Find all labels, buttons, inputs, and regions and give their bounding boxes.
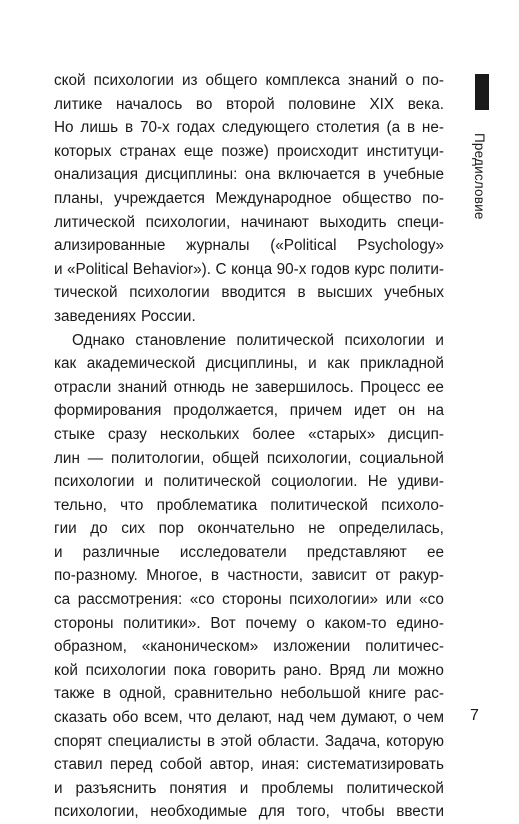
text-line: отрасли знаний отнюдь не завершилось. Процесс ее: [54, 378, 444, 396]
text-line: заведениях России.: [54, 307, 196, 325]
text-line: образном, «каноническом» изложении политичес-: [54, 638, 444, 656]
text-line: кой психологии пока говорить рано. Вряд ли можно: [54, 661, 444, 679]
text-line: и «Political Behavior»). С конца 90-х годов курс полити-: [54, 260, 444, 278]
text-line: психологии, необходимые для того, чтобы ввести: [54, 803, 444, 821]
text-line: как академической дисциплины, и как прикладной: [54, 355, 444, 373]
text-line: спорят специалисты в этой области. Задача, которую: [54, 732, 444, 750]
text-line: и разъяснить понятия и проблемы политической: [54, 779, 444, 797]
text-line: Но лишь в 70-х годах следующего столетия (а в не-: [54, 119, 444, 137]
text-line: тической психологии вводится в высших учебных: [54, 284, 444, 302]
text-line: гии до сих пор окончательно не определилась,: [54, 520, 444, 538]
text-line: литической психологии, начинают выходить специ-: [54, 213, 444, 231]
text-line: и различные исследователи представляют ее: [54, 543, 444, 561]
text-line: ской психологии из общего комплекса знаний о по-: [54, 72, 444, 89]
text-line: онализация дисциплины: она включается в учебные: [54, 166, 444, 184]
text-line: ализированные журналы («Political Psychology»: [54, 237, 444, 255]
text-line: также в одной, сравнительно небольшой книге рас-: [54, 685, 444, 703]
text-line: стороны политики». Вот почему о каком-то едино-: [54, 614, 444, 632]
text-line: ставил перед собой автор, иная: систематизировать: [54, 756, 444, 774]
text-line: сказать обо всем, что делают, над чем думают, о чем: [54, 709, 444, 727]
text-line: психологии и политической социологии. Не удиви-: [54, 473, 444, 491]
text-line: которых странах еще позже) происходит институци-: [54, 142, 444, 160]
text-line: планы, учреждается Международное общество по-: [54, 189, 444, 207]
running-head: Предисловие: [472, 133, 487, 220]
text-line: са рассмотрения: «со стороны психологии» или «со: [54, 591, 444, 609]
text-line: формирования продолжается, причем идет он на: [54, 402, 444, 420]
chapter-marker-bar: [475, 74, 489, 110]
body-text: [54, 69, 444, 824]
text-line: стыке сразу нескольких более «старых» дисцип-: [54, 425, 444, 443]
text-line: Однако становление политической психологии и: [72, 331, 444, 349]
text-line: лин — политологии, общей психологии, социальной: [54, 449, 444, 467]
text-line: литике началось во второй половине XIX века.: [54, 95, 444, 113]
text-line: по-разному. Многое, в частности, зависит от ракур-: [54, 567, 444, 585]
page-number: 7: [470, 707, 479, 724]
text-line: тельно, что проблематика политической психоло-: [54, 496, 444, 514]
